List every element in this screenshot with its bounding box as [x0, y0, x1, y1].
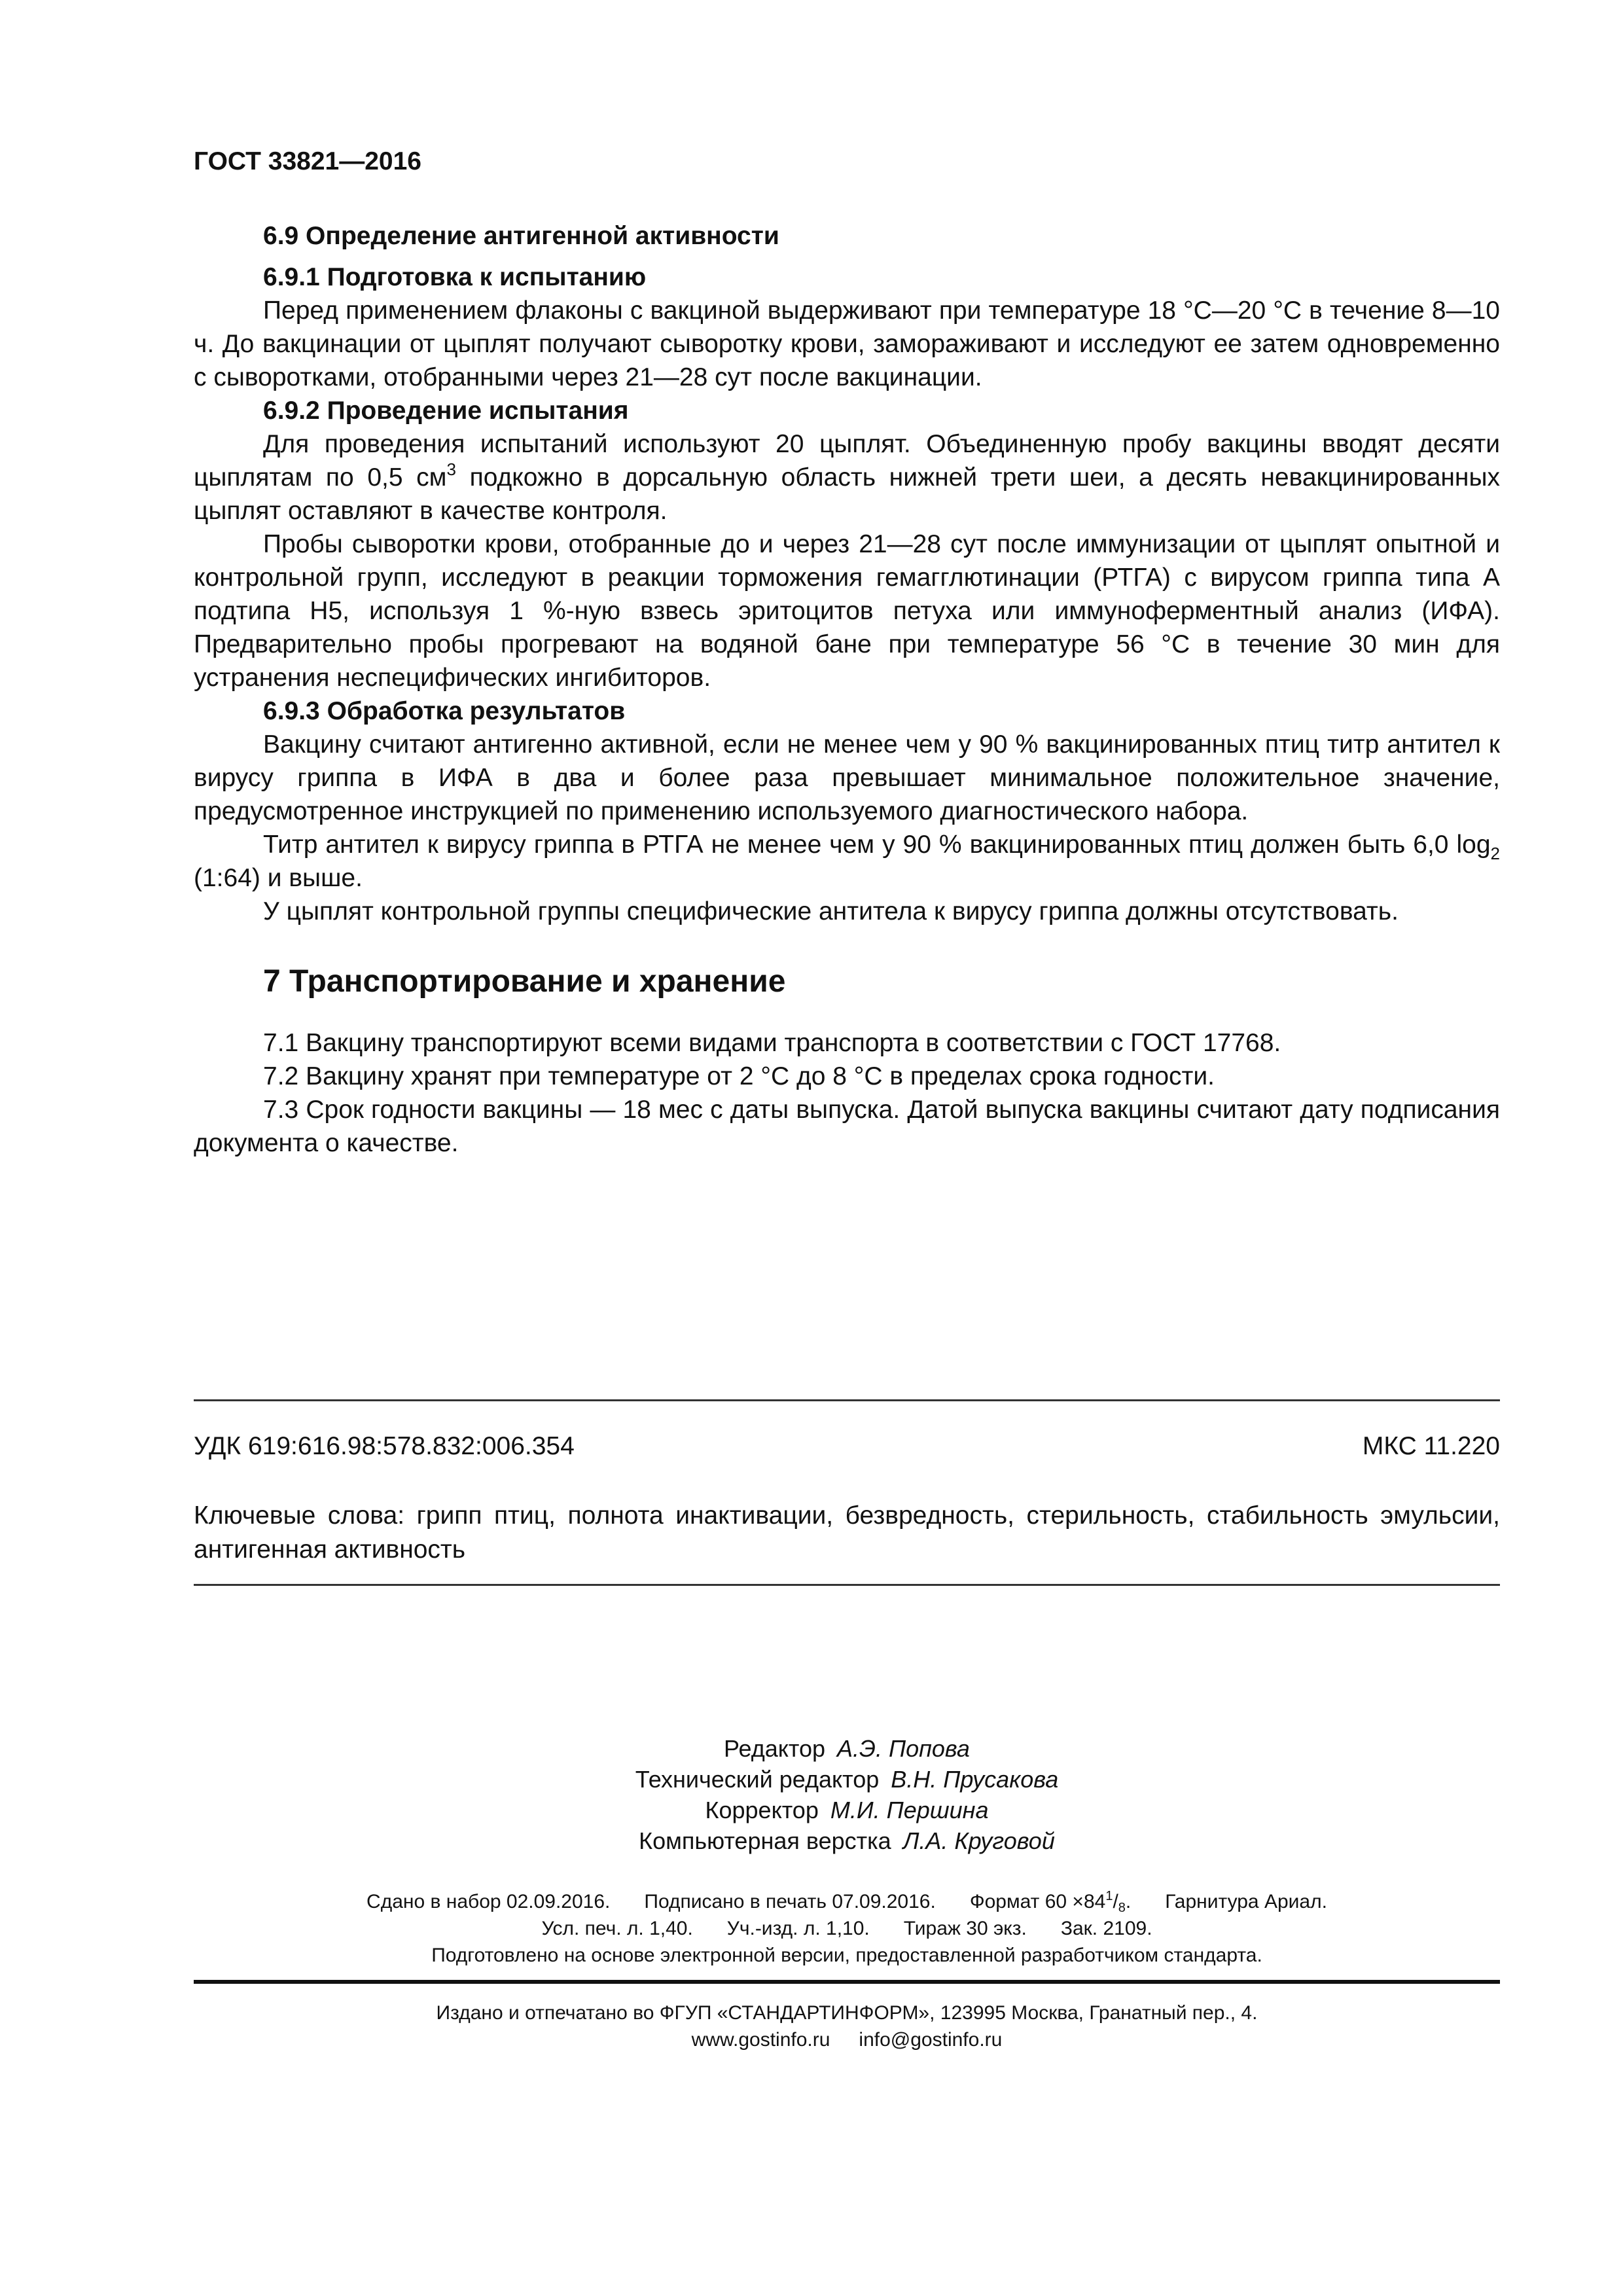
publisher-block [194, 2000, 1500, 2053]
divider-publisher [194, 1980, 1500, 1984]
text-fragment: Формат 60 ×84 [969, 1891, 1106, 1912]
publisher-site[interactable]: www.gostinfo.ru [691, 2029, 830, 2051]
section-6-9-3-paragraph-2 [194, 828, 1500, 895]
credit-name: Л.А. Круговой [902, 1827, 1055, 1854]
imprint-sheets: Усл. печ. л. 1,40. [541, 1918, 693, 1939]
classification-row [194, 1432, 1500, 1461]
text-fragment: Для проведения испытаний используют 20 цыплят. Объединенную пробу вакцины вводят десяти цыплятам по 0,5 см [194, 430, 1500, 492]
publisher-line: Издано и отпечатано во ФГУП «СТАНДАРТИНФОРМ», 123995 Москва, Гранатный пер., 4. [436, 2002, 1258, 2024]
credit-label: Корректор [705, 1797, 819, 1823]
section-6-9-title: 6.9 Определение антигенной активности [263, 222, 779, 250]
imprint-typeface: Гарнитура Ариал. [1165, 1891, 1327, 1912]
credit-tech-editor [194, 1764, 1500, 1795]
document-page [194, 0, 1500, 2296]
credit-name: А.Э. Попова [837, 1735, 970, 1762]
text-fragment: подкожно в дорсальную область нижней трети шеи, а десять невакцинированных цыплят оставляют в качестве контроля. [194, 463, 1500, 525]
section-6-9-3-paragraph-1: Вакцину считают антигенно активной, если не менее чем у 90 % вакцинированных птиц титр антител к вирусу гриппа в ИФА в два и более раза превышает минимальное положительное значение, предусмотренное инструкцией по применению используемого диагностического набора. [194, 730, 1500, 825]
credit-label: Редактор [724, 1735, 825, 1762]
text-fragment: Титр антител к вирусу гриппа в РТГА не менее чем у 90 % вакцинированных птиц должен быть 6,0 log [263, 831, 1491, 859]
imprint-signed: Подписано в печать 07.09.2016. [644, 1891, 936, 1912]
credit-label: Технический редактор [635, 1766, 880, 1793]
imprint-note: Подготовлено на основе электронной версии, предоставленной разработчиком стандарта. [431, 1945, 1262, 1966]
imprint-format [969, 1889, 1132, 1915]
publisher-contacts [194, 2026, 1500, 2053]
section-7-title: 7 Транспортирование и хранение [263, 964, 786, 999]
imprint-sent: Сдано в набор 02.09.2016. [366, 1891, 611, 1912]
mks-code: МКС 11.220 [1362, 1432, 1500, 1460]
superscript: 1 [1105, 1889, 1113, 1903]
imprint-block [194, 1888, 1500, 1969]
credits-block [194, 1733, 1500, 1856]
credit-name: В.Н. Прусакова [891, 1766, 1059, 1793]
divider-top [194, 1399, 1500, 1401]
divider-keywords [194, 1584, 1500, 1586]
section-7-1: 7.1 Вакцину транспортируют всеми видами транспорта в соответствии с ГОСТ 17768. [263, 1029, 1281, 1057]
credit-label: Компьютерная верстка [639, 1827, 891, 1854]
section-6-9-2-paragraph-2: Пробы сыворотки крови, отобранные до и через 21—28 сут после иммунизации от цыплят опытной и контрольной групп, исследуют в реакции торможения гемагглютинации (РТГА) с вирусом гриппа типа А подтипа Н5, используя 1 %-ную взвесь эритоцитов петуха или иммуноферментный анализ (ИФА). Предварительно пробы прогревают на водяной бане при температуре 56 °С в течение 30 мин для устранения неспецифических ингибиторов. [194, 530, 1500, 692]
section-6-9-2-title: 6.9.2 Проведение испытания [263, 397, 629, 425]
section-7-2: 7.2 Вакцину хранят при температуре от 2 °С до 8 °С в пределах срока годности. [263, 1062, 1215, 1090]
superscript: 3 [446, 459, 456, 479]
standard-code: ГОСТ 33821—2016 [194, 147, 421, 175]
text-fragment: (1:64) и выше. [194, 864, 363, 892]
imprint-pub-sheets: Уч.-изд. л. 1,10. [726, 1918, 870, 1939]
credit-name: М.И. Першина [830, 1797, 989, 1823]
body-text [194, 219, 1500, 1160]
subscript: 2 [1490, 844, 1500, 863]
section-6-9-2-paragraph-1 [194, 427, 1500, 528]
section-7-3: 7.3 Срок годности вакцины — 18 мес с даты выпуска. Датой выпуска вакцины считают дату подписания документа о качестве. [194, 1096, 1500, 1157]
credit-corrector [194, 1795, 1500, 1825]
publisher-email[interactable]: info@gostinfo.ru [859, 2029, 1003, 2051]
imprint-order: Зак. 2109. [1060, 1918, 1152, 1939]
imprint-run: Тираж 30 экз. [903, 1918, 1027, 1939]
udk-code: УДК 619:616.98:578.832:006.354 [194, 1432, 575, 1460]
section-6-9-1-paragraph: Перед применением флаконы с вакциной выдерживают при температуре 18 °С—20 °С в течение 8—10 ч. До вакцинации от цыплят получают сыворотку крови, замораживают и исследуют ее затем одновременно с сыворотками, отобранными через 21—28 сут после вакцинации. [194, 296, 1500, 391]
text-fragment: . [1125, 1891, 1132, 1912]
section-6-9-3-title: 6.9.3 Обработка результатов [263, 697, 626, 725]
keywords: Ключевые слова: грипп птиц, полнота инактивации, безвредность, стерильность, стабильность эмульсии, антигенная активность [194, 1501, 1500, 1564]
text-fragment: / [1113, 1891, 1118, 1912]
subscript: 8 [1118, 1901, 1126, 1915]
credit-editor [194, 1733, 1500, 1764]
imprint-line-2 [194, 1915, 1500, 1942]
section-6-9-1-title: 6.9.1 Подготовка к испытанию [263, 263, 647, 291]
imprint-line-1 [194, 1888, 1500, 1915]
credit-layout [194, 1825, 1500, 1856]
section-6-9-3-paragraph-3: У цыплят контрольной группы специфические антитела к вирусу гриппа должны отсутствовать. [263, 897, 1399, 925]
